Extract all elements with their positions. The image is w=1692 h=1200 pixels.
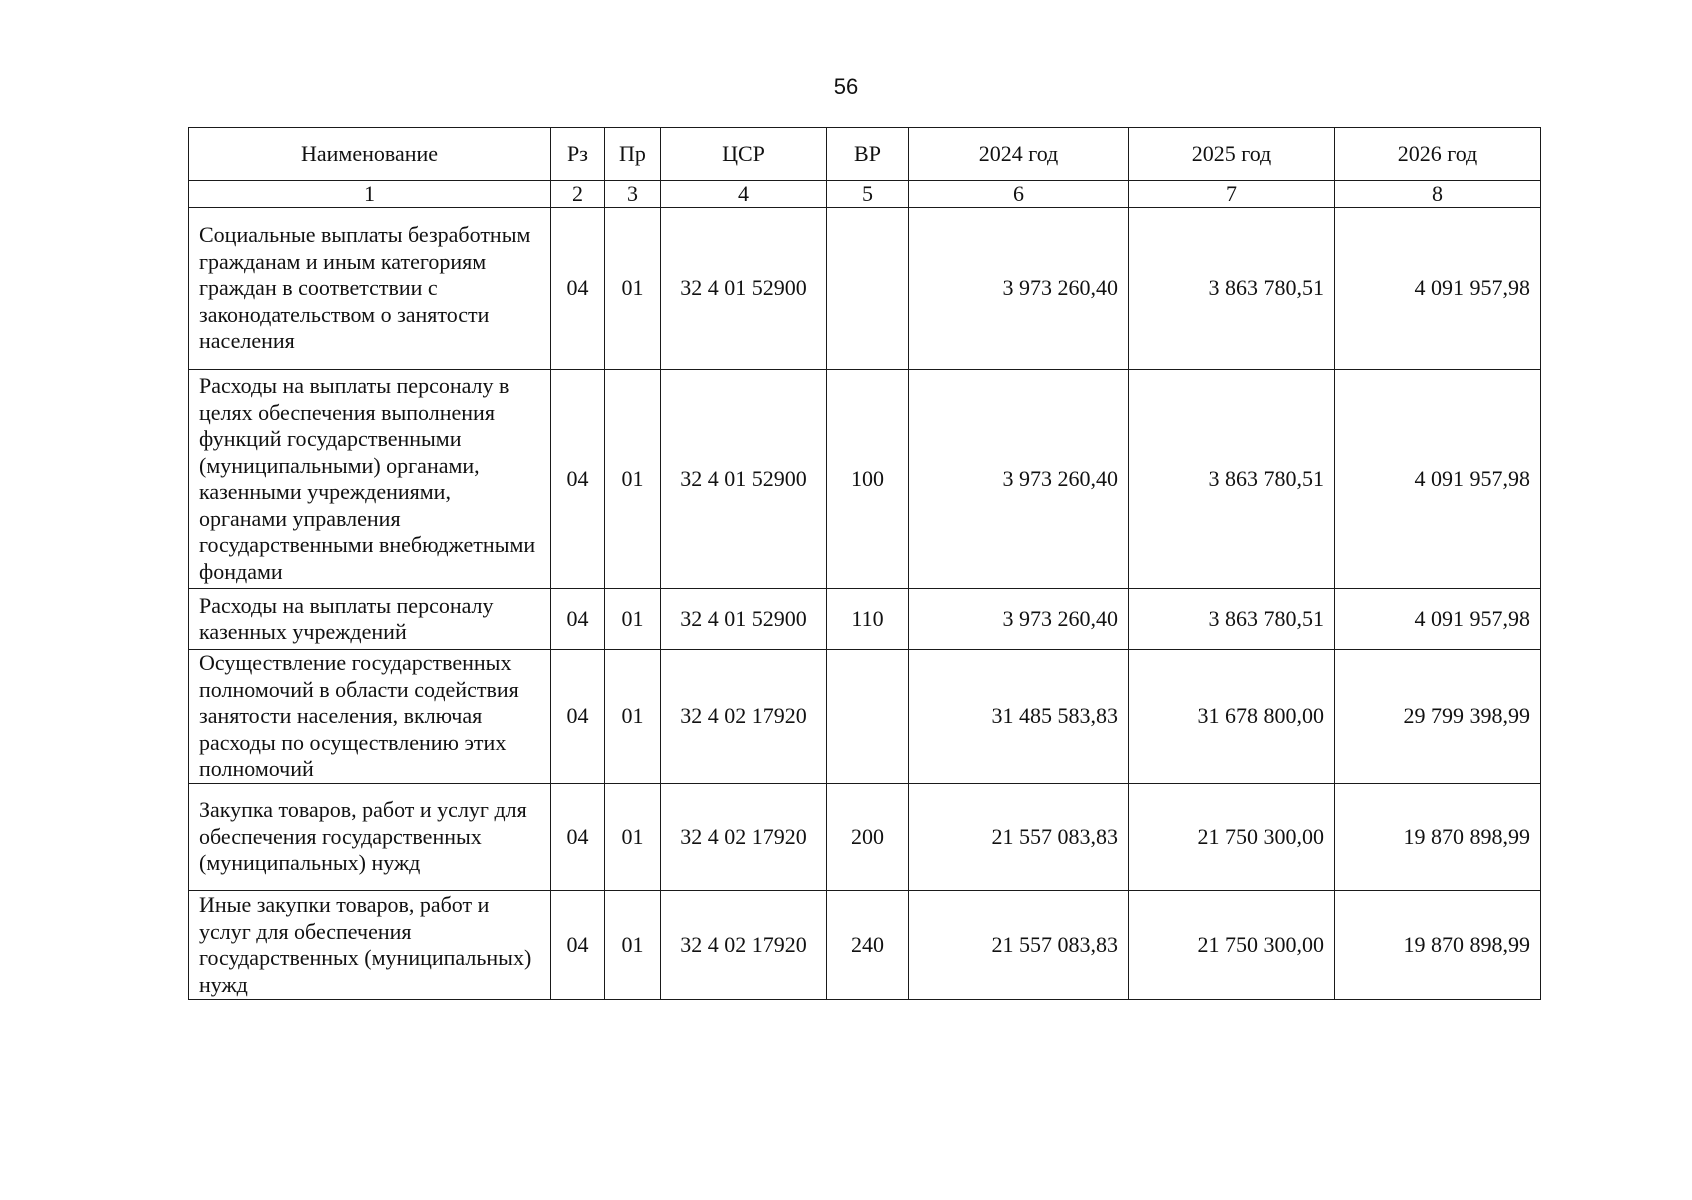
row-pr: 01 — [605, 208, 661, 370]
row-rz: 04 — [551, 370, 605, 589]
row-2026: 4 091 957,98 — [1335, 208, 1541, 370]
table-row — [189, 784, 1541, 891]
row-2026: 4 091 957,98 — [1335, 589, 1541, 650]
row-2025: 31 678 800,00 — [1129, 650, 1335, 784]
row-vr: 200 — [827, 784, 909, 891]
row-2024: 3 973 260,40 — [909, 370, 1129, 589]
row-2025: 3 863 780,51 — [1129, 208, 1335, 370]
column-number: 5 — [827, 181, 909, 208]
row-csr: 32 4 02 17920 — [661, 650, 827, 784]
row-vr — [827, 208, 909, 370]
table-row — [189, 650, 1541, 784]
row-2024: 3 973 260,40 — [909, 589, 1129, 650]
row-csr: 32 4 01 52900 — [661, 589, 827, 650]
row-csr: 32 4 02 17920 — [661, 891, 827, 1000]
table-row — [189, 891, 1541, 1000]
row-2026: 19 870 898,99 — [1335, 891, 1541, 1000]
row-vr: 110 — [827, 589, 909, 650]
row-vr — [827, 650, 909, 784]
row-vr: 100 — [827, 370, 909, 589]
row-pr: 01 — [605, 589, 661, 650]
row-name: Осуществление государственных полномочий в области содействия занятости населения, включая расходы по осуществлению этих полномочий — [189, 650, 551, 784]
row-rz: 04 — [551, 589, 605, 650]
table-row — [189, 589, 1541, 650]
header-vr: ВР — [827, 128, 909, 181]
row-pr: 01 — [605, 650, 661, 784]
row-pr: 01 — [605, 370, 661, 589]
column-number: 1 — [189, 181, 551, 208]
row-2026: 19 870 898,99 — [1335, 784, 1541, 891]
row-2025: 3 863 780,51 — [1129, 370, 1335, 589]
header-pr: Пр — [605, 128, 661, 181]
row-2025: 3 863 780,51 — [1129, 589, 1335, 650]
column-number: 2 — [551, 181, 605, 208]
row-name: Расходы на выплаты персоналу в целях обеспечения выполнения функций государственными (муниципальными) органами, казенными учреждениями, органами управления государственными внебюджетными фондами — [189, 370, 551, 589]
row-2024: 21 557 083,83 — [909, 784, 1129, 891]
row-pr: 01 — [605, 891, 661, 1000]
row-vr: 240 — [827, 891, 909, 1000]
column-number: 3 — [605, 181, 661, 208]
row-rz: 04 — [551, 650, 605, 784]
header-2026: 2026 год — [1335, 128, 1541, 181]
column-number: 4 — [661, 181, 827, 208]
row-2025: 21 750 300,00 — [1129, 784, 1335, 891]
row-2024: 31 485 583,83 — [909, 650, 1129, 784]
column-number: 7 — [1129, 181, 1335, 208]
row-csr: 32 4 02 17920 — [661, 784, 827, 891]
row-2024: 21 557 083,83 — [909, 891, 1129, 1000]
row-name: Закупка товаров, работ и услуг для обеспечения государственных (муниципальных) нужд — [189, 784, 551, 891]
row-rz: 04 — [551, 784, 605, 891]
column-number-row — [189, 181, 1541, 208]
row-csr: 32 4 01 52900 — [661, 370, 827, 589]
row-name: Иные закупки товаров, работ и услуг для обеспечения государственных (муниципальных) нужд — [189, 891, 551, 1000]
row-pr: 01 — [605, 784, 661, 891]
row-2025: 21 750 300,00 — [1129, 891, 1335, 1000]
table-row — [189, 370, 1541, 589]
header-rz: Рз — [551, 128, 605, 181]
row-rz: 04 — [551, 891, 605, 1000]
header-2025: 2025 год — [1129, 128, 1335, 181]
row-name: Социальные выплаты безработным гражданам и иным категориям граждан в соответствии с законодательством о занятости населения — [189, 208, 551, 370]
row-name: Расходы на выплаты персоналу казенных учреждений — [189, 589, 551, 650]
header-2024: 2024 год — [909, 128, 1129, 181]
column-number: 6 — [909, 181, 1129, 208]
table-row — [189, 208, 1541, 370]
row-rz: 04 — [551, 208, 605, 370]
budget-table — [188, 127, 1541, 1000]
header-csr: ЦСР — [661, 128, 827, 181]
column-number: 8 — [1335, 181, 1541, 208]
row-2026: 4 091 957,98 — [1335, 370, 1541, 589]
header-row — [189, 128, 1541, 181]
row-2024: 3 973 260,40 — [909, 208, 1129, 370]
header-name: Наименование — [189, 128, 551, 181]
row-csr: 32 4 01 52900 — [661, 208, 827, 370]
page-number: 56 — [833, 74, 859, 99]
row-2026: 29 799 398,99 — [1335, 650, 1541, 784]
